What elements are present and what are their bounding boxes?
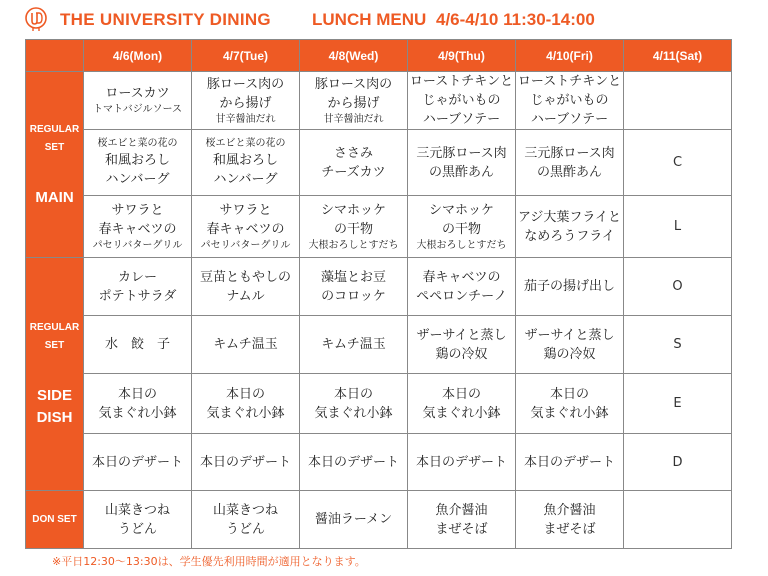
dish-name-line: 春キャベツの (206, 221, 285, 237)
dish-name-line: 藻塩とお豆 (320, 269, 386, 285)
dish-name-line: ナムル (226, 288, 265, 304)
dish-name-line: の干物 (333, 221, 373, 237)
dish-cell (516, 72, 624, 130)
dish-subtitle: パセリバターグリル (92, 239, 183, 251)
dish-prefix: 桜エビと菜の花の (205, 137, 286, 149)
dish-cell (408, 258, 516, 316)
dish-cell (408, 491, 516, 549)
dish-name-line: ハーブソテー (530, 112, 609, 127)
table-row (26, 258, 732, 316)
dish-name-line: 水 餃 子 (104, 337, 170, 352)
dish-name-line: ロースカツ (105, 86, 170, 101)
category-label: DISH (36, 409, 73, 426)
table-row (26, 434, 732, 491)
dish-subtitle: 甘辛醤油だれ (323, 113, 384, 125)
dish-name-line: 気まぐれ小鉢 (530, 405, 609, 421)
dish-name-line: うどん (225, 521, 265, 537)
dish-cell (516, 434, 624, 491)
dish-subtitle: 甘辛醤油だれ (215, 113, 276, 125)
dish-cell (516, 196, 624, 258)
dish-name-line: 三元豚ロース肉 (416, 145, 507, 161)
dish-name-line: から揚げ (219, 95, 272, 111)
menu-body (26, 72, 732, 549)
brand-name: THE UNIVERSITY DINING (60, 10, 271, 29)
dish-name-line: 鶏の冷奴 (435, 346, 488, 362)
table-row (26, 130, 732, 196)
dish-name-line: 魚介醤油 (543, 502, 596, 518)
day-header-mon: 4/6(Mon) (84, 40, 192, 72)
dish-name-line: 三元豚ロース肉 (524, 145, 615, 161)
dish-name-line: の干物 (441, 221, 481, 237)
dish-cell (300, 196, 408, 258)
day-header-tue: 4/7(Tue) (192, 40, 300, 72)
table-row (26, 316, 732, 374)
dish-name-line: 本日のデザート (91, 454, 183, 470)
dish-cell (408, 374, 516, 434)
dish-cell (84, 130, 192, 196)
dish-cell (516, 258, 624, 316)
dish-name-line: 春キャベツの (422, 269, 501, 285)
dish-name-line: カレー (117, 269, 157, 285)
dish-cell (192, 434, 300, 491)
dish-cell (84, 72, 192, 130)
category-label: SET (44, 141, 65, 153)
dish-name-line: の黒酢あん (428, 164, 494, 180)
footer-note: ※平日12:30〜13:30は、学生優先利用時間が適用となります。 (52, 555, 366, 568)
table-row (26, 374, 732, 434)
menu-period: 4/6-4/10 11:30-14:00 (436, 10, 595, 29)
dish-name-line: 気まぐれ小鉢 (98, 405, 177, 421)
dish-name-line: 本日の (225, 386, 265, 402)
category-don-set (26, 491, 84, 549)
dish-cell (84, 196, 192, 258)
dish-name-line: キムチ温玉 (213, 337, 278, 352)
table-row (26, 72, 732, 130)
dish-name-line: 茄子の揚げ出し (523, 279, 615, 294)
dish-name-line: ザーサイと蒸し (416, 327, 507, 343)
day-header-sat: 4/11(Sat) (624, 40, 732, 72)
dish-subtitle: 大根おろしとすだち (416, 239, 507, 251)
dish-name-line: 豚ロース肉の (206, 76, 285, 92)
dish-subtitle: トマトバジルソース (92, 104, 183, 115)
menu-title: LUNCH MENU (312, 10, 427, 29)
dish-name-line: ローストチキンと (517, 74, 622, 89)
dish-name-line: チーズカツ (321, 164, 386, 180)
dish-name-line: じゃがいもの (530, 93, 609, 108)
saturday-closed-letter (624, 72, 732, 130)
dish-cell (192, 258, 300, 316)
dish-name-line: 気まぐれ小鉢 (314, 405, 393, 421)
dish-name-line: 本日のデザート (415, 454, 507, 470)
dish-cell (408, 434, 516, 491)
dish-name-line: じゃがいもの (422, 93, 501, 108)
dish-name-line: 本日のデザート (307, 454, 399, 470)
dish-cell (300, 130, 408, 196)
saturday-closed-letter: S (624, 316, 732, 374)
day-header-thu: 4/9(Thu) (408, 40, 516, 72)
dish-cell (300, 316, 408, 374)
dish-name-line: 鶏の冷奴 (543, 346, 596, 362)
dish-cell (300, 434, 408, 491)
dish-name-line: 本日の (549, 386, 589, 402)
category-regular-set-main (26, 72, 84, 258)
dish-name-line: ささみ (333, 145, 373, 161)
dish-name-line: 本日のデザート (199, 454, 291, 470)
dish-name-line: サワラと (219, 202, 272, 218)
university-dining-logo-icon (24, 7, 48, 31)
dish-cell (192, 72, 300, 130)
dish-cell (192, 130, 300, 196)
dish-name-line: 本日のデザート (523, 454, 615, 470)
dish-cell (192, 196, 300, 258)
dish-name-line: ハンバーグ (105, 171, 170, 187)
dish-cell (408, 316, 516, 374)
dish-name-line: 気まぐれ小鉢 (422, 405, 501, 421)
dish-name-line: サワラと (111, 202, 164, 218)
dish-cell (84, 491, 192, 549)
dish-cell (192, 491, 300, 549)
dish-name-line: 醤油ラーメン (314, 512, 393, 527)
dish-cell (84, 258, 192, 316)
dish-name-line: 和風おろし (212, 152, 278, 168)
dish-name-line: から揚げ (327, 95, 380, 111)
dish-name-line: まぜそば (435, 521, 488, 537)
lunch-menu-table (25, 39, 732, 549)
category-label: REGULAR (29, 322, 80, 333)
dish-name-line: 魚介醤油 (435, 502, 488, 518)
dish-subtitle: 大根おろしとすだち (308, 239, 399, 251)
dish-name-line: 気まぐれ小鉢 (206, 405, 285, 421)
day-header-row (26, 40, 732, 72)
dish-cell (516, 374, 624, 434)
dish-name-line: まぜそば (543, 521, 596, 537)
saturday-closed-letter: L (624, 196, 732, 258)
day-header-fri: 4/10(Fri) (516, 40, 624, 72)
dish-cell (84, 434, 192, 491)
dish-name-line: ローストチキンと (409, 74, 514, 89)
dish-cell (408, 72, 516, 130)
dish-name-line: のコロッケ (321, 288, 386, 304)
dish-name-line: 和風おろし (104, 152, 170, 168)
dish-cell (192, 316, 300, 374)
saturday-closed-letter: O (624, 258, 732, 316)
dish-name-line: 山菜きつね (104, 502, 170, 518)
dish-cell (516, 316, 624, 374)
dish-name-line: ハンバーグ (213, 171, 278, 187)
dish-cell (192, 374, 300, 434)
category-label: MAIN (35, 188, 74, 206)
dish-name-line: なめろうフライ (524, 228, 615, 244)
category-label: SET (44, 340, 65, 351)
dish-name-line: の黒酢あん (536, 164, 602, 180)
dish-name-line: 本日の (333, 386, 373, 402)
category-label: DON SET (32, 513, 77, 525)
saturday-closed-letter: E (624, 374, 732, 434)
dish-cell (300, 491, 408, 549)
dish-prefix: 桜エビと菜の花の (97, 137, 178, 149)
dish-name-line: 本日の (441, 386, 481, 402)
dish-name-line: 本日の (117, 386, 157, 402)
dish-name-line: ポテトサラダ (98, 288, 177, 304)
dish-name-line: 春キャベツの (98, 221, 177, 237)
dish-name-line: 豚ロース肉の (314, 76, 393, 92)
category-regular-set-side-dish (26, 258, 84, 491)
table-row (26, 196, 732, 258)
dish-cell (300, 374, 408, 434)
table-corner (26, 40, 84, 72)
dish-name-line: シマホッケ (428, 202, 494, 218)
dish-cell (84, 316, 192, 374)
category-label: REGULAR (29, 123, 80, 135)
dish-cell (300, 72, 408, 130)
dish-name-line: ザーサイと蒸し (524, 327, 615, 343)
dish-cell (408, 196, 516, 258)
saturday-closed-letter: C (624, 130, 732, 196)
dish-name-line: うどん (117, 521, 157, 537)
dish-cell (516, 491, 624, 549)
dish-cell (84, 374, 192, 434)
saturday-closed-letter: D (624, 434, 732, 491)
page-header (0, 0, 768, 40)
dish-name-line: 山菜きつね (212, 502, 278, 518)
dish-name-line: シマホッケ (320, 202, 386, 218)
day-header-wed: 4/8(Wed) (300, 40, 408, 72)
category-label: SIDE (36, 387, 72, 404)
saturday-closed-letter (624, 491, 732, 549)
dish-cell (408, 130, 516, 196)
table-row (26, 491, 732, 549)
dish-name-line: アジ大葉フライと (517, 209, 622, 225)
dish-name-line: キムチ温玉 (321, 337, 386, 352)
dish-name-line: ペペロンチーノ (416, 288, 507, 304)
dish-cell (300, 258, 408, 316)
dish-subtitle: パセリバターグリル (200, 239, 291, 251)
dish-name-line: 豆苗ともやしの (199, 269, 291, 285)
dish-cell (516, 130, 624, 196)
dish-name-line: ハーブソテー (422, 112, 501, 127)
